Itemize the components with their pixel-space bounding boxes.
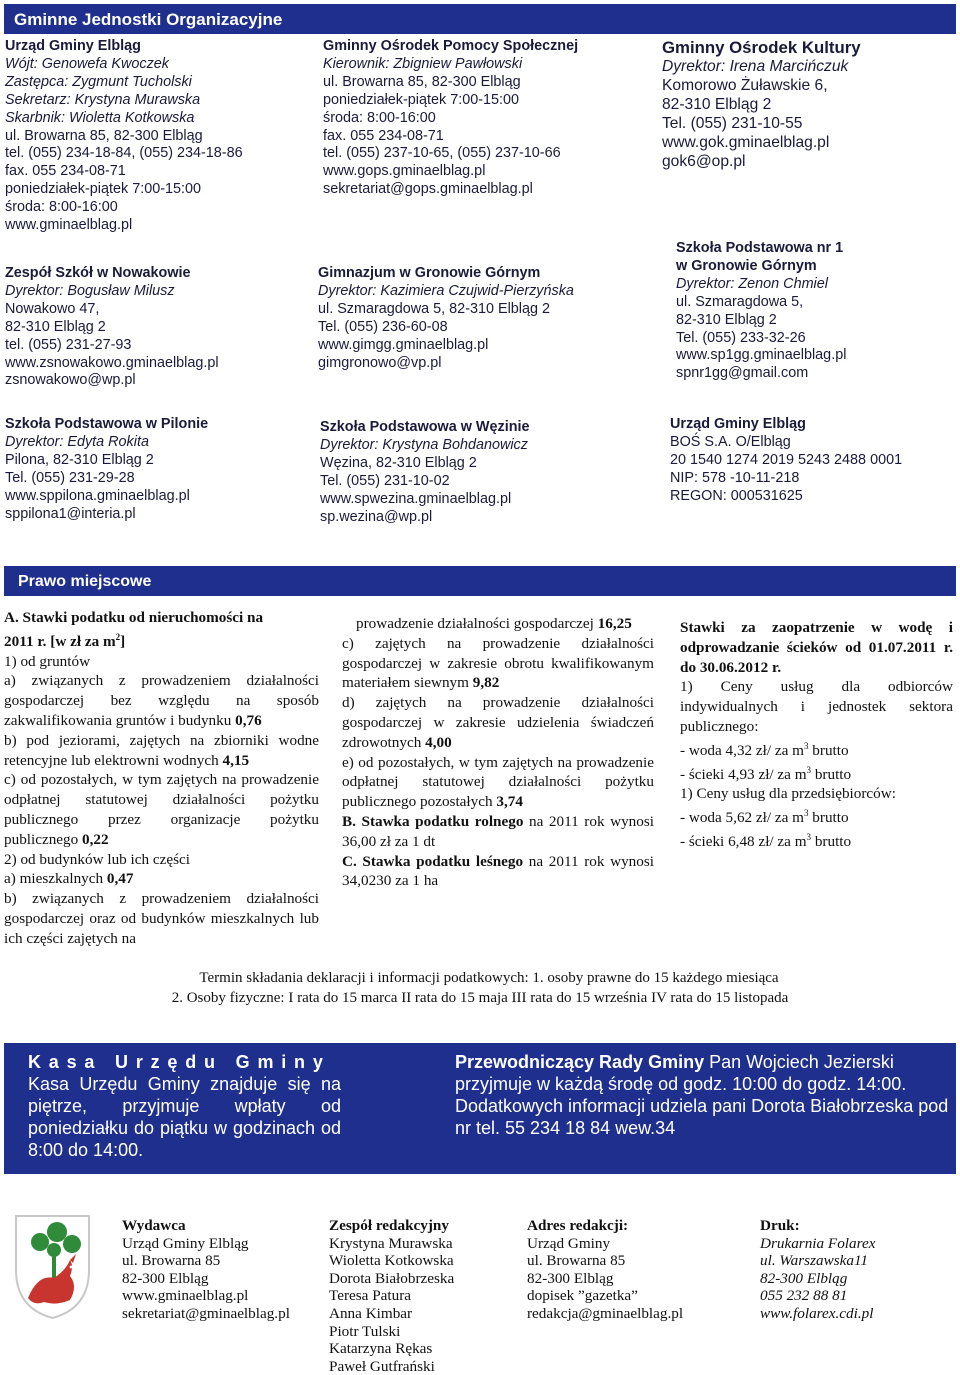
footer-line: dopisek ”gazetka” (527, 1287, 638, 1305)
block-line: BOŚ S.A. O/Elbląg (670, 433, 791, 450)
email-link[interactable]: sekretariat@gminaelblag.pl (122, 1304, 290, 1322)
tax-item: prowadzenie działalności gospodarczej 16,25 (356, 615, 632, 632)
footer-line: Urząd Gminy Elbląg (122, 1234, 249, 1252)
block-line: Tel. (055) 231-10-02 (320, 472, 450, 489)
footer-heading: Druk: (760, 1217, 800, 1234)
block-line: Dyrektor: Krystyna Bohdanowicz (320, 436, 528, 453)
footer-heading: Wydawca (122, 1217, 186, 1234)
block-line: ul. Browarna 85, 82-300 Elbląg (323, 73, 521, 90)
block-title: Szkoła Podstawowa nr 1 (676, 240, 844, 256)
email-link[interactable]: gok6@op.pl (662, 153, 746, 170)
block-line: Wójt: Genowefa Kwoczek (5, 55, 169, 72)
block-line: Skarbnik: Wioletta Kotkowska (5, 109, 195, 126)
block-title: Zespół Szkół w Nowakowie (5, 265, 191, 281)
bank-block (670, 416, 902, 506)
website-link[interactable]: www.gminaelblag.pl (122, 1287, 249, 1305)
footer-line: 82-300 Elbląg (527, 1269, 614, 1287)
block-line: Tel. (055) 231-29-28 (5, 469, 135, 486)
tax-item: B. Stawka podatku rolnego na 2011 rok wynosi 36,00 zł za 1 dt (342, 812, 654, 850)
email-link[interactable]: sekretariat@gops.gminaelblag.pl (323, 181, 533, 198)
block-line: Dyrektor: Bogusław Milusz (5, 282, 175, 299)
footer-line: Teresa Patura (329, 1287, 412, 1305)
tax-item: d) zajętych na prowadzenie działalności gospodarczej w zakresie udzielenia świadczeń zdrowotnych 4,00 (342, 694, 654, 751)
email-link[interactable]: redakcja@gminaelblag.pl (527, 1304, 684, 1322)
block-line: Komorowo Żuławskie 6, (662, 77, 828, 94)
footer-heading: Zespół redakcyjny (329, 1217, 449, 1234)
rada-text: Pan Wojciech Jezierski przyjmuje w każdą środę od godz. 10:00 do godz. 14:00. Dodatkowych informacji udziela pani Dorota Białobrzeska pod nr tel. 55 234 18 84 wew.34 (455, 1052, 949, 1138)
block-title: Szkoła Podstawowa w Węzinie (320, 419, 530, 435)
block-line: Tel. (055) 231-10-55 (662, 115, 803, 132)
tax-column-3 (680, 618, 953, 852)
tax-item: a) związanych z prowadzeniem działalności gospodarczej bez względu na sposób zakwalifikowania gruntów i budynku 0,76 (4, 672, 319, 729)
block-line: Sekretarz: Krystyna Murawska (5, 91, 201, 108)
footer-line: Anna Kimbar (329, 1304, 413, 1322)
block-line: fax. 055 234-08-71 (5, 163, 126, 180)
website-link[interactable]: www.spwezina.gminaelblag.pl (320, 490, 512, 507)
block-title: Szkoła Podstawowa w Pilonie (5, 416, 209, 432)
block-title: Gminny Ośrodek Pomocy Społecznej (323, 38, 579, 54)
tax-item: 2) od budynków lub ich części (4, 850, 191, 868)
block-title: Gimnazjum w Gronowie Górnym (318, 265, 541, 281)
block-line: ul. Szmaragdowa 5, (676, 293, 804, 310)
footer-druk (760, 1217, 875, 1323)
website-link[interactable]: www.sppilona.gminaelblag.pl (5, 487, 190, 504)
block-line: 82-310 Elbląg 2 (662, 96, 772, 113)
sp-pilona-block (5, 416, 208, 523)
website-link[interactable]: www.sp1gg.gminaelblag.pl (676, 347, 847, 364)
website-link[interactable]: www.gminaelblag.pl (5, 217, 133, 234)
gmina-crest-logo (10, 1212, 95, 1322)
block-line: 82-310 Elbląg 2 (5, 318, 106, 335)
gok-block (662, 38, 861, 171)
tax-item: C. Stawka podatku leśnego na 2011 rok wynosi 34,0230 za 1 ha (342, 852, 654, 890)
email-link[interactable]: sppilona1@interia.pl (5, 505, 136, 522)
section-header-bar (4, 4, 956, 34)
website-link[interactable]: www.gops.gminaelblag.pl (323, 163, 486, 180)
footer-adres (527, 1217, 683, 1323)
tax-item: - ścieki 4,93 zł/ za $m^3$ brutto (680, 764, 852, 783)
block-line: poniedziałek-piątek 7:00-15:00 (323, 91, 520, 108)
urzad-gminy-block (5, 38, 243, 235)
email-link[interactable]: spnr1gg@gmail.com (676, 365, 809, 382)
block-title: Urząd Gminy Elbląg (670, 416, 806, 432)
rada-panel (455, 1051, 955, 1139)
block-line: NIP: 578 -10-11-218 (670, 469, 800, 486)
block-line: tel. (055) 237-10-65, (055) 237-10-66 (323, 145, 561, 162)
block-line: Węzina, 82-310 Elbląg 2 (320, 454, 477, 471)
kasa-info-box (4, 1043, 956, 1174)
block-line: Zastępca: Zygmunt Tucholski (5, 73, 192, 90)
sp-gronowo-block (676, 240, 846, 383)
block-line: Nowakowo 47, (5, 300, 100, 317)
tax-item: e) od pozostałych, w tym zajętych na prowadzenie odpłatnej statutowej działalności pożytku publicznego pozostałych 3,74 (342, 753, 654, 811)
footer-line: 055 232 88 81 (760, 1287, 848, 1305)
tax-item: b) związanych z prowadzeniem działalności gospodarczej oraz od budynków mieszkalnych lub ich części zajętych na (4, 890, 319, 947)
crest-icon (10, 1212, 95, 1322)
footer-line: ul. Browarna 85 (122, 1252, 221, 1270)
zs-nowakowo-block (5, 265, 219, 390)
kasa-text: Kasa Urzędu Gminy znajduje się na piętrze, przyjmuje wpłaty od poniedziałku do piątku w godzinach od 8:00 do 14:00. (28, 1074, 341, 1160)
footer-redakcja (329, 1217, 454, 1375)
block-line: Dyrektor: Zenon Chmiel (676, 275, 828, 292)
footer-wydawca (122, 1217, 290, 1323)
tax-item: - ścieki 6,48 zł/ za $m^3$ brutto (680, 831, 852, 850)
termin-line: 2. Osoby fizyczne: I rata do 15 marca II rata do 15 maja III rata do 15 września IV rata do 15 listopada (171, 990, 789, 1006)
tax-item: 1) Ceny usług dla odbiorców indywidualnych i jednostek sektora publicznego: (680, 678, 953, 735)
block-title: Urząd Gminy Elbląg (5, 38, 141, 54)
tax-item: - woda 4,32 zł/ za $m^3$ brutto (680, 740, 849, 759)
tax-column-2 (342, 614, 654, 891)
footer-line: Drukarnia Folarex (760, 1234, 876, 1252)
tax-item: b) pod jeziorami, zajętych na zbiorniki wodne retencyjne lub elektrowni wodnych 4,15 (4, 731, 319, 769)
block-line: Dyrektor: Edyta Rokita (5, 433, 149, 450)
section-header-bar (4, 566, 956, 596)
footer-heading: Adres redakcji: (527, 1217, 629, 1234)
block-line: Kierownik: Zbigniew Pawłowski (323, 55, 523, 72)
block-line: tel. (055) 234-18-84, (055) 234-18-86 (5, 145, 243, 162)
block-line: Pilona, 82-310 Elbląg 2 (5, 451, 154, 468)
sp-wezina-block (320, 419, 530, 526)
block-line: Dyrektor: Kazimiera Czujwid-Pierzyńska (318, 282, 574, 299)
tax-item: 1) od gruntów (4, 652, 91, 670)
tax-heading: Stawki za zaopatrzenie w wodę i odprowadzanie ścieków od 01.07.2011 r. do 30.06.2012 r. (680, 619, 953, 676)
website-link[interactable]: www.gimgg.gminaelblag.pl (318, 336, 489, 353)
gops-block (323, 38, 578, 199)
footer-line: ul. Browarna 85 (527, 1252, 626, 1270)
kasa-panel (28, 1051, 341, 1161)
website-link[interactable]: www.folarex.cdi.pl (760, 1304, 874, 1322)
block-line: środa: 8:00-16:00 (5, 199, 118, 216)
footer-line: Paweł Gutfrański (329, 1357, 435, 1375)
block-line: tel. (055) 231-27-93 (5, 336, 132, 353)
footer-line: Katarzyna Rękas (329, 1340, 433, 1358)
section-title: Gminne Jednostki Organizacyjne (14, 10, 283, 29)
termin-line: Termin składania deklaracji i informacji podatkowych: 1. osoby prawne do 15 każdego miesiąca (199, 970, 779, 986)
block-line: 82-310 Elbląg 2 (676, 311, 777, 328)
tax-item: a) mieszkalnych 0,47 (4, 870, 134, 888)
footer-line: ul. Warszawska11 (760, 1252, 869, 1270)
kasa-title: Kasa Urzędu Gminy (28, 1052, 331, 1072)
footer-line: Dorota Białobrzeska (329, 1269, 455, 1287)
block-line: REGON: 000531625 (670, 487, 803, 504)
footer-line: Wioletta Kotkowska (329, 1252, 454, 1270)
email-link[interactable]: sp.wezina@wp.pl (320, 508, 433, 525)
email-link[interactable]: gimgronowo@vp.pl (318, 354, 442, 371)
footer-line: 82-300 Elbląg (760, 1269, 848, 1287)
tax-item: c) zajętych na prowadzenie działalności gospodarczej w zakresie obrotu kwalifikowanym materiałem siewnym 9,82 (342, 634, 654, 692)
block-line: fax. 055 234-08-71 (323, 127, 444, 144)
section-title: Prawo miejscowe (18, 573, 152, 590)
email-link[interactable]: zsnowakowo@wp.pl (5, 372, 136, 389)
tax-item: c) od pozostałych, w tym zajętych na prowadzenie odpłatnej statutowej działalności pożytku publicznego przez organizacje pożytku publicznego 0,22 (4, 771, 319, 848)
footer-line: 82-300 Elbląg (122, 1269, 209, 1287)
block-title-cont: w Gronowie Górnym (676, 257, 817, 274)
block-line: środa: 8:00-16:00 (323, 109, 436, 126)
block-line: poniedziałek-piątek 7:00-15:00 (5, 181, 202, 198)
website-link[interactable]: www.gok.gminaelblag.pl (662, 134, 830, 151)
tax-item: - woda 5,62 zł/ za $m^3$ brutto (680, 808, 849, 827)
termin-notice (0, 968, 960, 1008)
block-line: Dyrektor: Irena Marcińczuk (662, 58, 849, 75)
rada-title: Przewodniczący Rady Gminy (455, 1052, 705, 1072)
block-line: Tel. (055) 236-60-08 (318, 318, 448, 335)
gimnazjum-block (318, 265, 574, 372)
footer-line: Krystyna Murawska (329, 1234, 453, 1252)
tax-column-1 (4, 608, 319, 949)
footer-line: Urząd Gminy (527, 1234, 611, 1252)
block-line: ul. Browarna 85, 82-300 Elbląg (5, 127, 203, 144)
block-line: Tel. (055) 233-32-26 (676, 329, 806, 346)
tax-heading: A. Stawki podatku od nieruchomości na 2011 r. [w zł za $m^2$] (4, 609, 264, 650)
block-title: Gminny Ośrodek Kultury (662, 38, 861, 57)
block-line: ul. Szmaragdowa 5, 82-310 Elbląg 2 (318, 300, 550, 317)
bank-account-number: 20 1540 1274 2019 5243 2488 0001 (670, 451, 903, 468)
website-link[interactable]: www.zsnowakowo.gminaelblag.pl (5, 354, 219, 371)
footer-line: Piotr Tulski (329, 1322, 401, 1340)
tax-item: 1) Ceny usług dla przedsiębiorców: (680, 785, 896, 803)
